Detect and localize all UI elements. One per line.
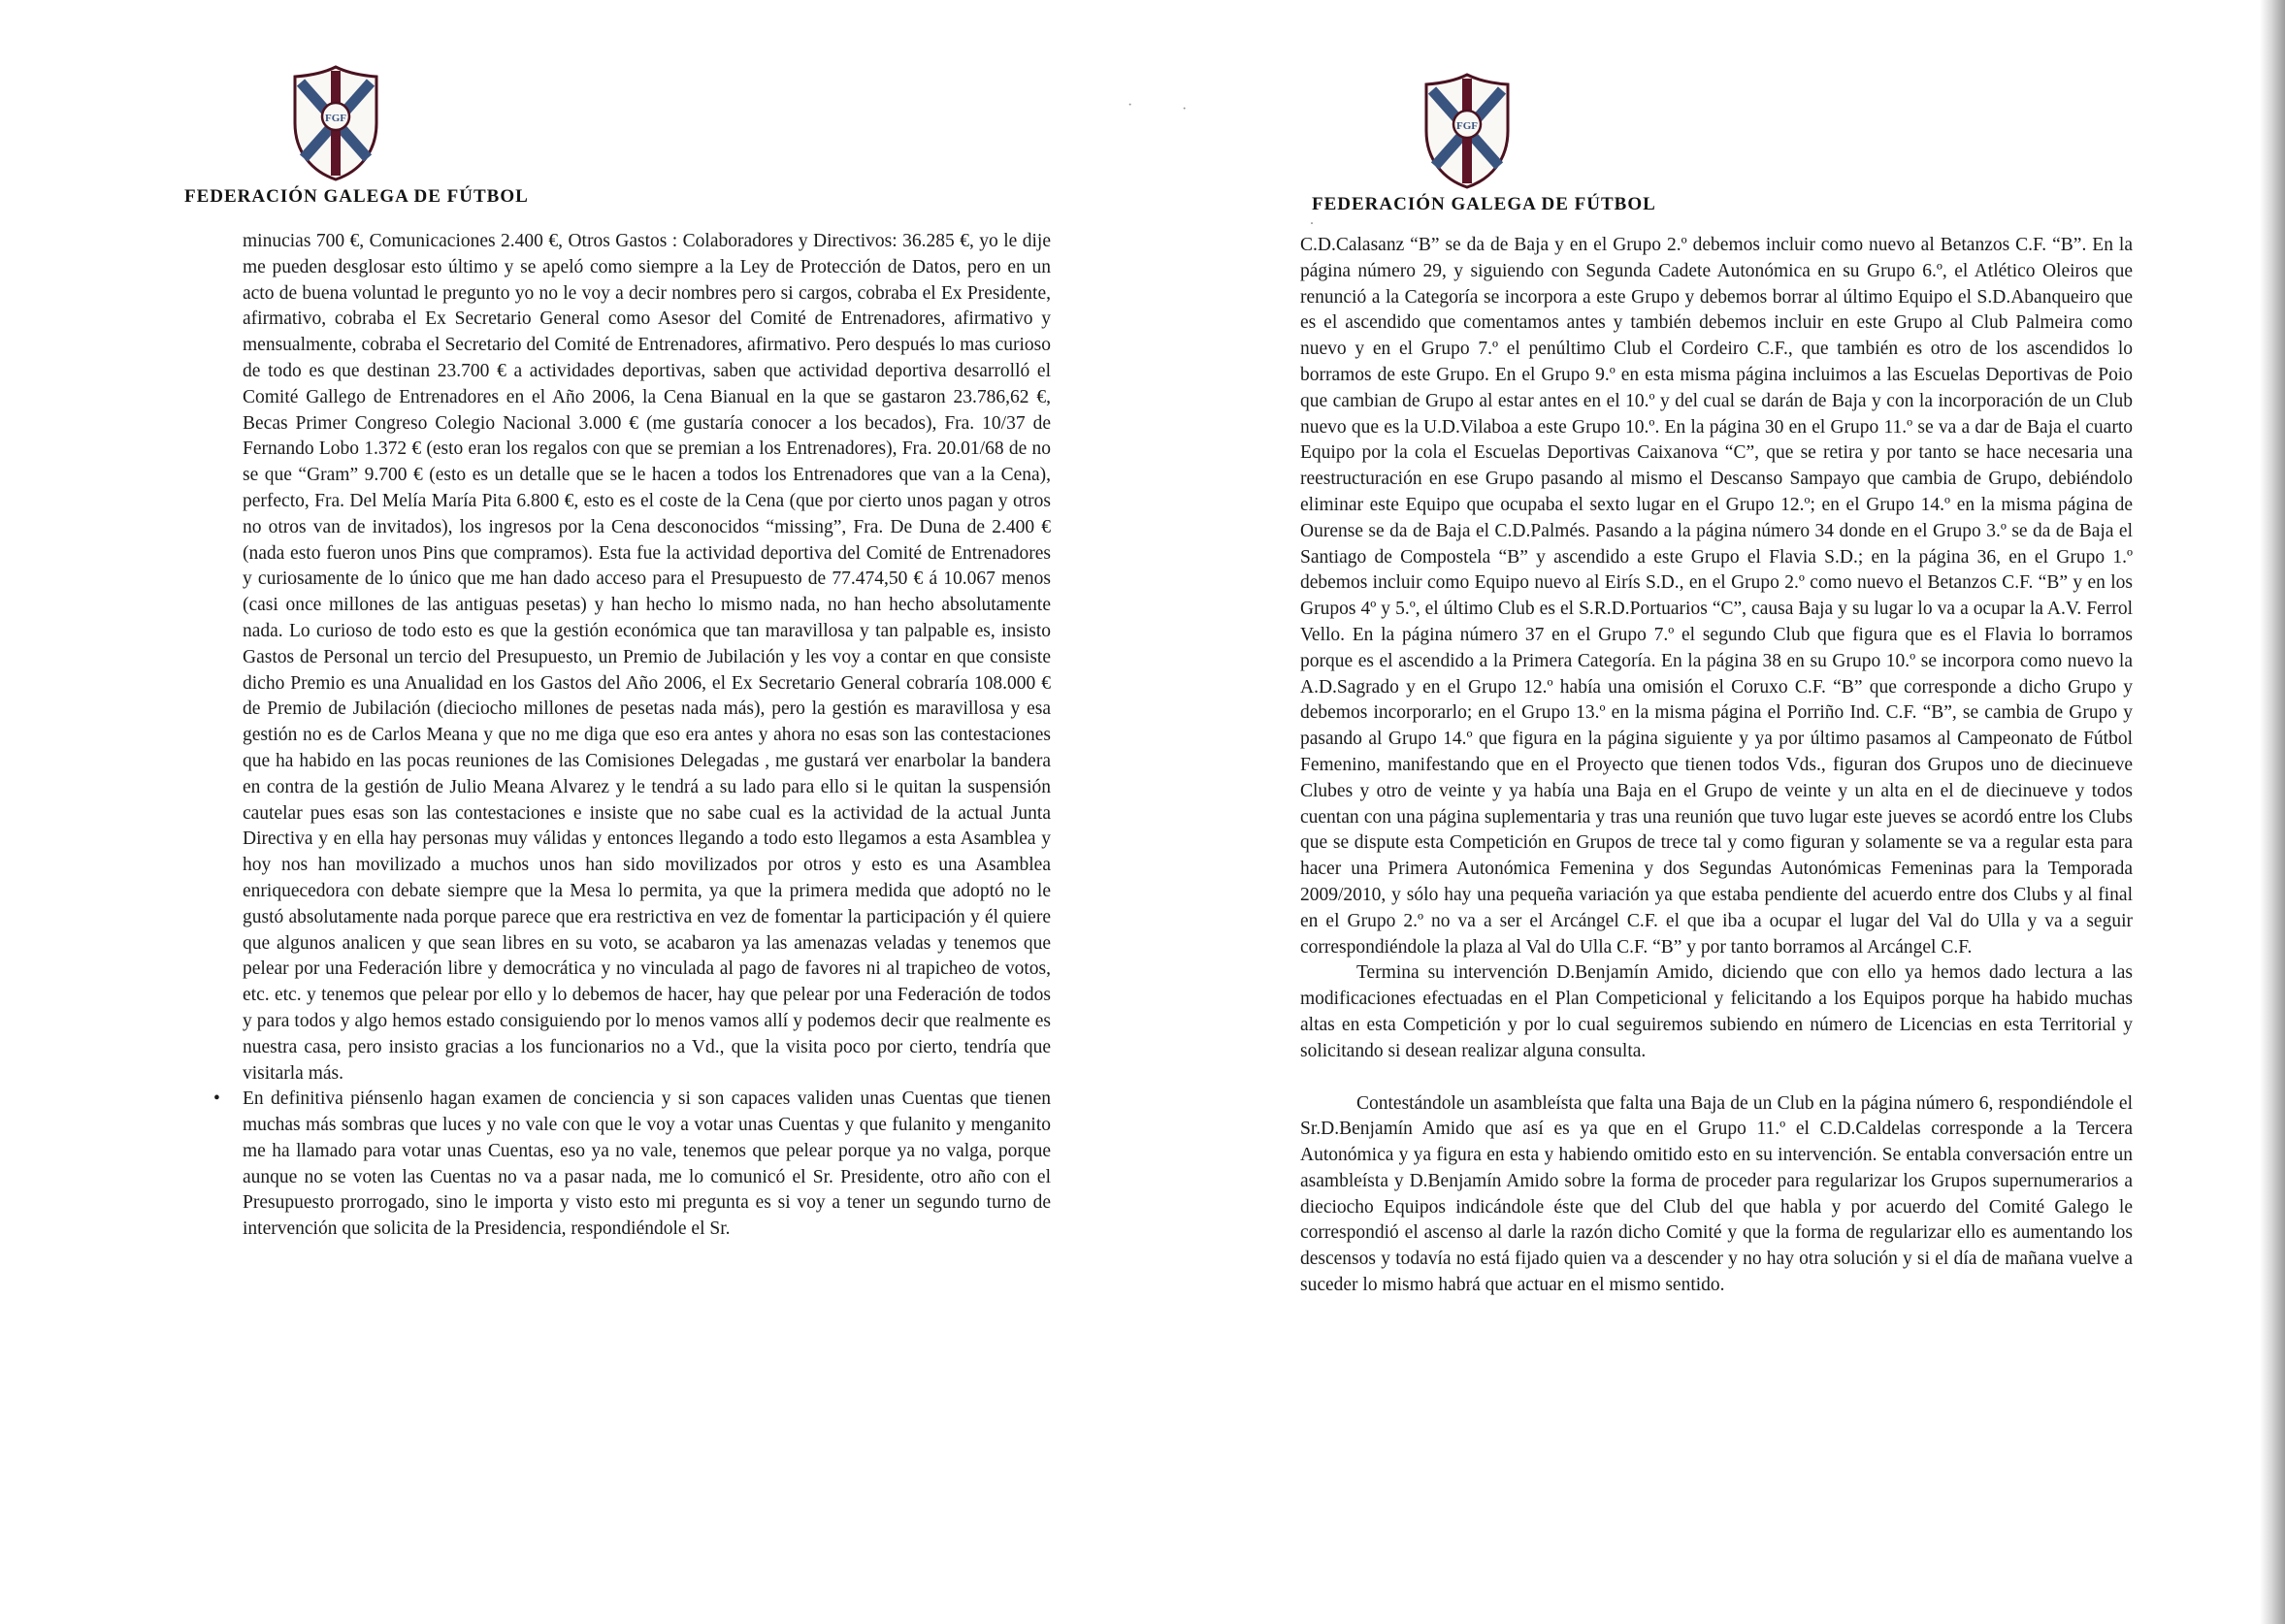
federation-header: FEDERACIÓN GALEGA DE FÚTBOL	[1312, 194, 1656, 214]
paragraph-contestandole: Contestándole un asambleísta que falta una Baja de un Club en la página número 6, respondiéndole el Sr.D.Benjamín Amido que así es ya que en el Grupo 11.º el C.D.Caldelas corresponde a la Tercera Autonómica y ya figura en esta y habiendo omitido esto en su intervención. Se entabla conversación entre un asambleísta y D.Benjamín Amido sobre la forma de proceder para regularizar los Grupos supernumerarios a dieciocho Equipos indicándole éste que del Club del que habla y por acuerdo del Comité Galego le correspondió el ascenso al darle la razón dicho Comité y que la forma de regularizar ello es aumentando los descensos y todavía no está fijado quien va a descender y no hay otra solución y si el día de mañana vuelve a suceder lo mismo habrá que actuar en el mismo sentido.	[1300, 1092, 2133, 1296]
paragraph-termina: Termina su intervención D.Benjamín Amido, diciendo que con ello ya hemos dado lectura a las modificaciones efectuadas en el Plan Competicional y felicitando a los Equipos porque ha habido muchas altas en esta Competición y por lo cual seguiremos subiendo en número de Licencias en esta Territorial y solicitando si desean realizar alguna consulta.	[1300, 962, 2133, 1061]
crest-icon	[287, 62, 384, 184]
body-text-left	[213, 229, 1051, 1243]
crest-monogram: FGF	[1456, 120, 1478, 132]
page-left	[0, 0, 1142, 1624]
bullet-paragraph-text: En definitiva piénsenlo hagan examen de conciencia y si son capaces validen unas Cuentas que tienen muchas más sombras que luces y no vale con que le voy a votar unas Cuentas y que fulanito y menganito me ha llamado para votar unas Cuentas, eso ya no vale, tenemos que pelear porque ya no valga, porque aunque no se voten las Cuentas no va a pasar nada, me lo comunicó el Sr. Presidente, otro año con el Presupuesto prorrogado, sino le importa y visto esto mi pregunta es si voy a tener un segundo turno de intervención que solicita de la Presidencia, respondiéndole el Sr.	[243, 1088, 1051, 1240]
federation-crest-logo	[287, 62, 384, 184]
crest-monogram: FGF	[325, 113, 346, 124]
bullet-paragraph	[213, 1087, 1051, 1243]
federation-header: FEDERACIÓN GALEGA DE FÚTBOL	[184, 186, 529, 207]
bullet-icon: •	[213, 1088, 220, 1110]
scan-speck: ·	[1127, 97, 1133, 114]
page-right	[1143, 0, 2285, 1624]
body-text-right	[1300, 233, 2133, 1299]
paragraph-continuation: minucias 700 €, Comunicaciones 2.400 €, Otros Gastos : Colaboradores y Directivos: 36.285 €, yo le dije me pueden desglosar esto último y se apeló como siempre a la Ley de Protección de Datos, pero en un acto de buena voluntad le pregunto yo no le voy a decir nombres pero si cargos, cobraba el Ex Presidente, afirmativo, cobraba el Ex Secretario General como Asesor del Comité de Entrenadores, afirmativo y mensualmente, cobraba el Secretario del Comité de Entrenadores, afirmativo. Pero después lo mas curioso de todo es que destinan 23.700 € a actividades deportivas, saben que actividad deportiva desarrolló el Comité Gallego de Entrenadores en el Año 2006, la Cena Bianual en la que se gastaron 23.786,62 €, Becas Primer Congreso Colegio Nacional 3.000 € (me gustaría conocer a los becados), Fra. 10/37 de Fernando Lobo 1.372 € (esto eran los regalos con que se premian a los Entrenadores), Fra. 20.01/68 de no se que “Gram” 9.700 € (esto es un detalle que se le hacen a todos los Entrenadores que van a la Cena), perfecto, Fra. Del Melía María Pita 6.800 €, esto es el coste de la Cena (que por cierto unos pagan y otros no otros van de invitados), los ingresos por la Cena desconocidos “missing”, Fra. De Duna de 2.400 € (nada esto fueron unos Pins que compramos). Esta fue la actividad deportiva del Comité de Entrenadores y curiosamente de lo único que me han dado acceso para el Presupuesto de 77.474,50 € á 10.067 menos (casi once millones de las antiguas pesetas) y han hecho lo mismo nada, no han hecho absolutamente nada. Lo curioso de todo esto es que la gestión económica que tan maravillosa y tan palpable es, insisto Gastos de Personal un tercio del Presupuesto, un Premio de Jubilación y les voy a contar en que consiste dicho Premio es una Anualidad en los Gastos del Año 2006, el Ex Secretario General cobraría 108.000 € de Premio de Jubilación (dieciocho millones de pesetas nada más), pero la gestión es maravillosa y esa gestión no es de Carlos Meana y que no me diga que eso era antes y ahora no esas son las contestaciones que ha habido en las pocas reuniones de las Comisiones Delegadas , me gustará ver enarbolar la bandera en contra de la gestión de Julio Meana Alvarez y le tendrá a su lado para ello si le quitan la suspensión cautelar pues esas son las contestaciones e insiste que no sabe cual es la actividad de la actual Junta Directiva y en ella hay personas muy válidas y entonces llegando a todo esto llegamos a esta Asamblea y hoy nos han movilizado a muchos unos han sido movilizados por otros y esto es una Asamblea enriquecedora con debate siempre que la Mesa lo permita, ya que la primera medida que adoptó no le gustó absolutamente nada porque parece que era restrictiva en vez de fomentar la participación y él quiere que algunos analicen y que sean libres en su voto, se acabaron ya las amenazas veladas y tenemos que pelear por una Federación libre y democrática y no vinculada al pago de favores ni al trapicheo de votos, etc. etc. y tenemos que pelear por ello y lo debemos de hacer, hay que pelear por una Federación de todos y para todos y algo hemos estado consiguiendo por lo menos vamos allí y podemos decir que realmente es nuestra casa, pero insisto gracias a los funcionarios no a Vd., que la visita poco por cierto, tendría que visitarla más.	[243, 231, 1051, 1084]
crest-icon	[1419, 70, 1516, 192]
paragraph-continuation: C.D.Calasanz “B” se da de Baja y en el Grupo 2.º debemos incluir como nuevo al Betanzos C.F. “B”. En la página número 29, y siguiendo con Segunda Cadete Autonómica en su Grupo 6.º, el Atlético Oleiros que renunció a la Categoría se incorpora a este Grupo y debemos borrar al último Equipo el S.D.Abanqueiro que es el ascendido que comentamos antes y también debemos incluir en este Grupo al Club Palmeira como nuevo y en el Grupo 7.º el penúltimo Club el Cordeiro C.F., que también es otro de los ascendidos lo borramos de este Grupo. En el Grupo 9.º en esta misma página incluimos a las Escuelas Deportivas de Poio que cambian de Grupo al estar antes en el 10.º y del cual se darán de Baja y con la incorporación de un Club nuevo que es la U.D.Vilaboa a este Grupo 10.º. En la página 30 en el Grupo 11.º se va a dar de Baja el cuarto Equipo por la cola el Escuelas Deportivas Caixanova “C”, que se retira y por tanto se hace necesaria una reestructuración en ese Grupo pasando al mismo el Descanso Sampayo que cambia de Grupo, debiéndolo eliminar este Equipo que ocupaba el sexto lugar en el Grupo 12.º; en el Grupo 14.º en la misma página de Ourense se da de Baja el C.D.Palmés. Pasando a la página número 34 donde en el Grupo 3.º se da de Baja el Santiago de Compostela “B” y ascendido a este Grupo el Flavia S.D.; en la página 36, en el Grupo 1.º debemos incluir como Equipo nuevo al Eirís S.D., en el Grupo 2.º como nuevo el Betanzos C.F. “B” y en los Grupos 4º y 5.º, el último Club es el S.R.D.Portuarios “C”, causa Baja y su lugar lo va a ocupar la A.V. Ferrol Vello. En la página número 37 en el Grupo 7.º el segundo Club que figura que es el Flavia lo borramos porque es el ascendido a la Primera Categoría. En la página 38 en su Grupo 10.º se incorpora como nuevo la A.D.Sagrado y en el Grupo 12.º había una omisión el Coruxo C.F. “B” que corresponde a dicho Grupo y debemos incorporarlo; en el Grupo 13.º en la misma página el Porriño Ind. C.F. “B”, se cambia de Grupo y pasando al Grupo 14.º que figura en la página siguiente y ya por último pasamos al Campeonato de Fútbol Femenino, manifestando que en el Proyecto que tienen todos Vds., figuran dos Grupos uno de diecinueve Clubes y otro de veinte y ya había una Baja en el Grupo de veinte y un alta en el de diecinueve y todos cuentan con una página suplementaria y tras una reunión que tuvo lugar este jueves se acordó entre los Clubs que se dispute esta Competición en Grupos de trece tal y como figuran y solamente se va a regular esta para hacer una Primera Autonómica Femenina y dos Segundas Autonómicas Femeninas para la Temporada 2009/2010, y sólo hay una pequeña variación ya que estaba pendiente del acuerdo entre dos Clubs y al final en el Grupo 2.º no va a ser el Arcángel C.F. el que iba a ocupar el lugar del Val do Ulla y va a seguir correspondiéndole la plaza al Val do Ulla C.F. “B” y por tanto borramos al Arcángel C.F.	[1300, 235, 2133, 958]
scan-speck: .	[1310, 211, 1314, 228]
federation-crest-logo	[1419, 70, 1516, 192]
scan-speck: ·	[1182, 101, 1188, 117]
scanner-edge-shadow	[2260, 0, 2285, 1624]
